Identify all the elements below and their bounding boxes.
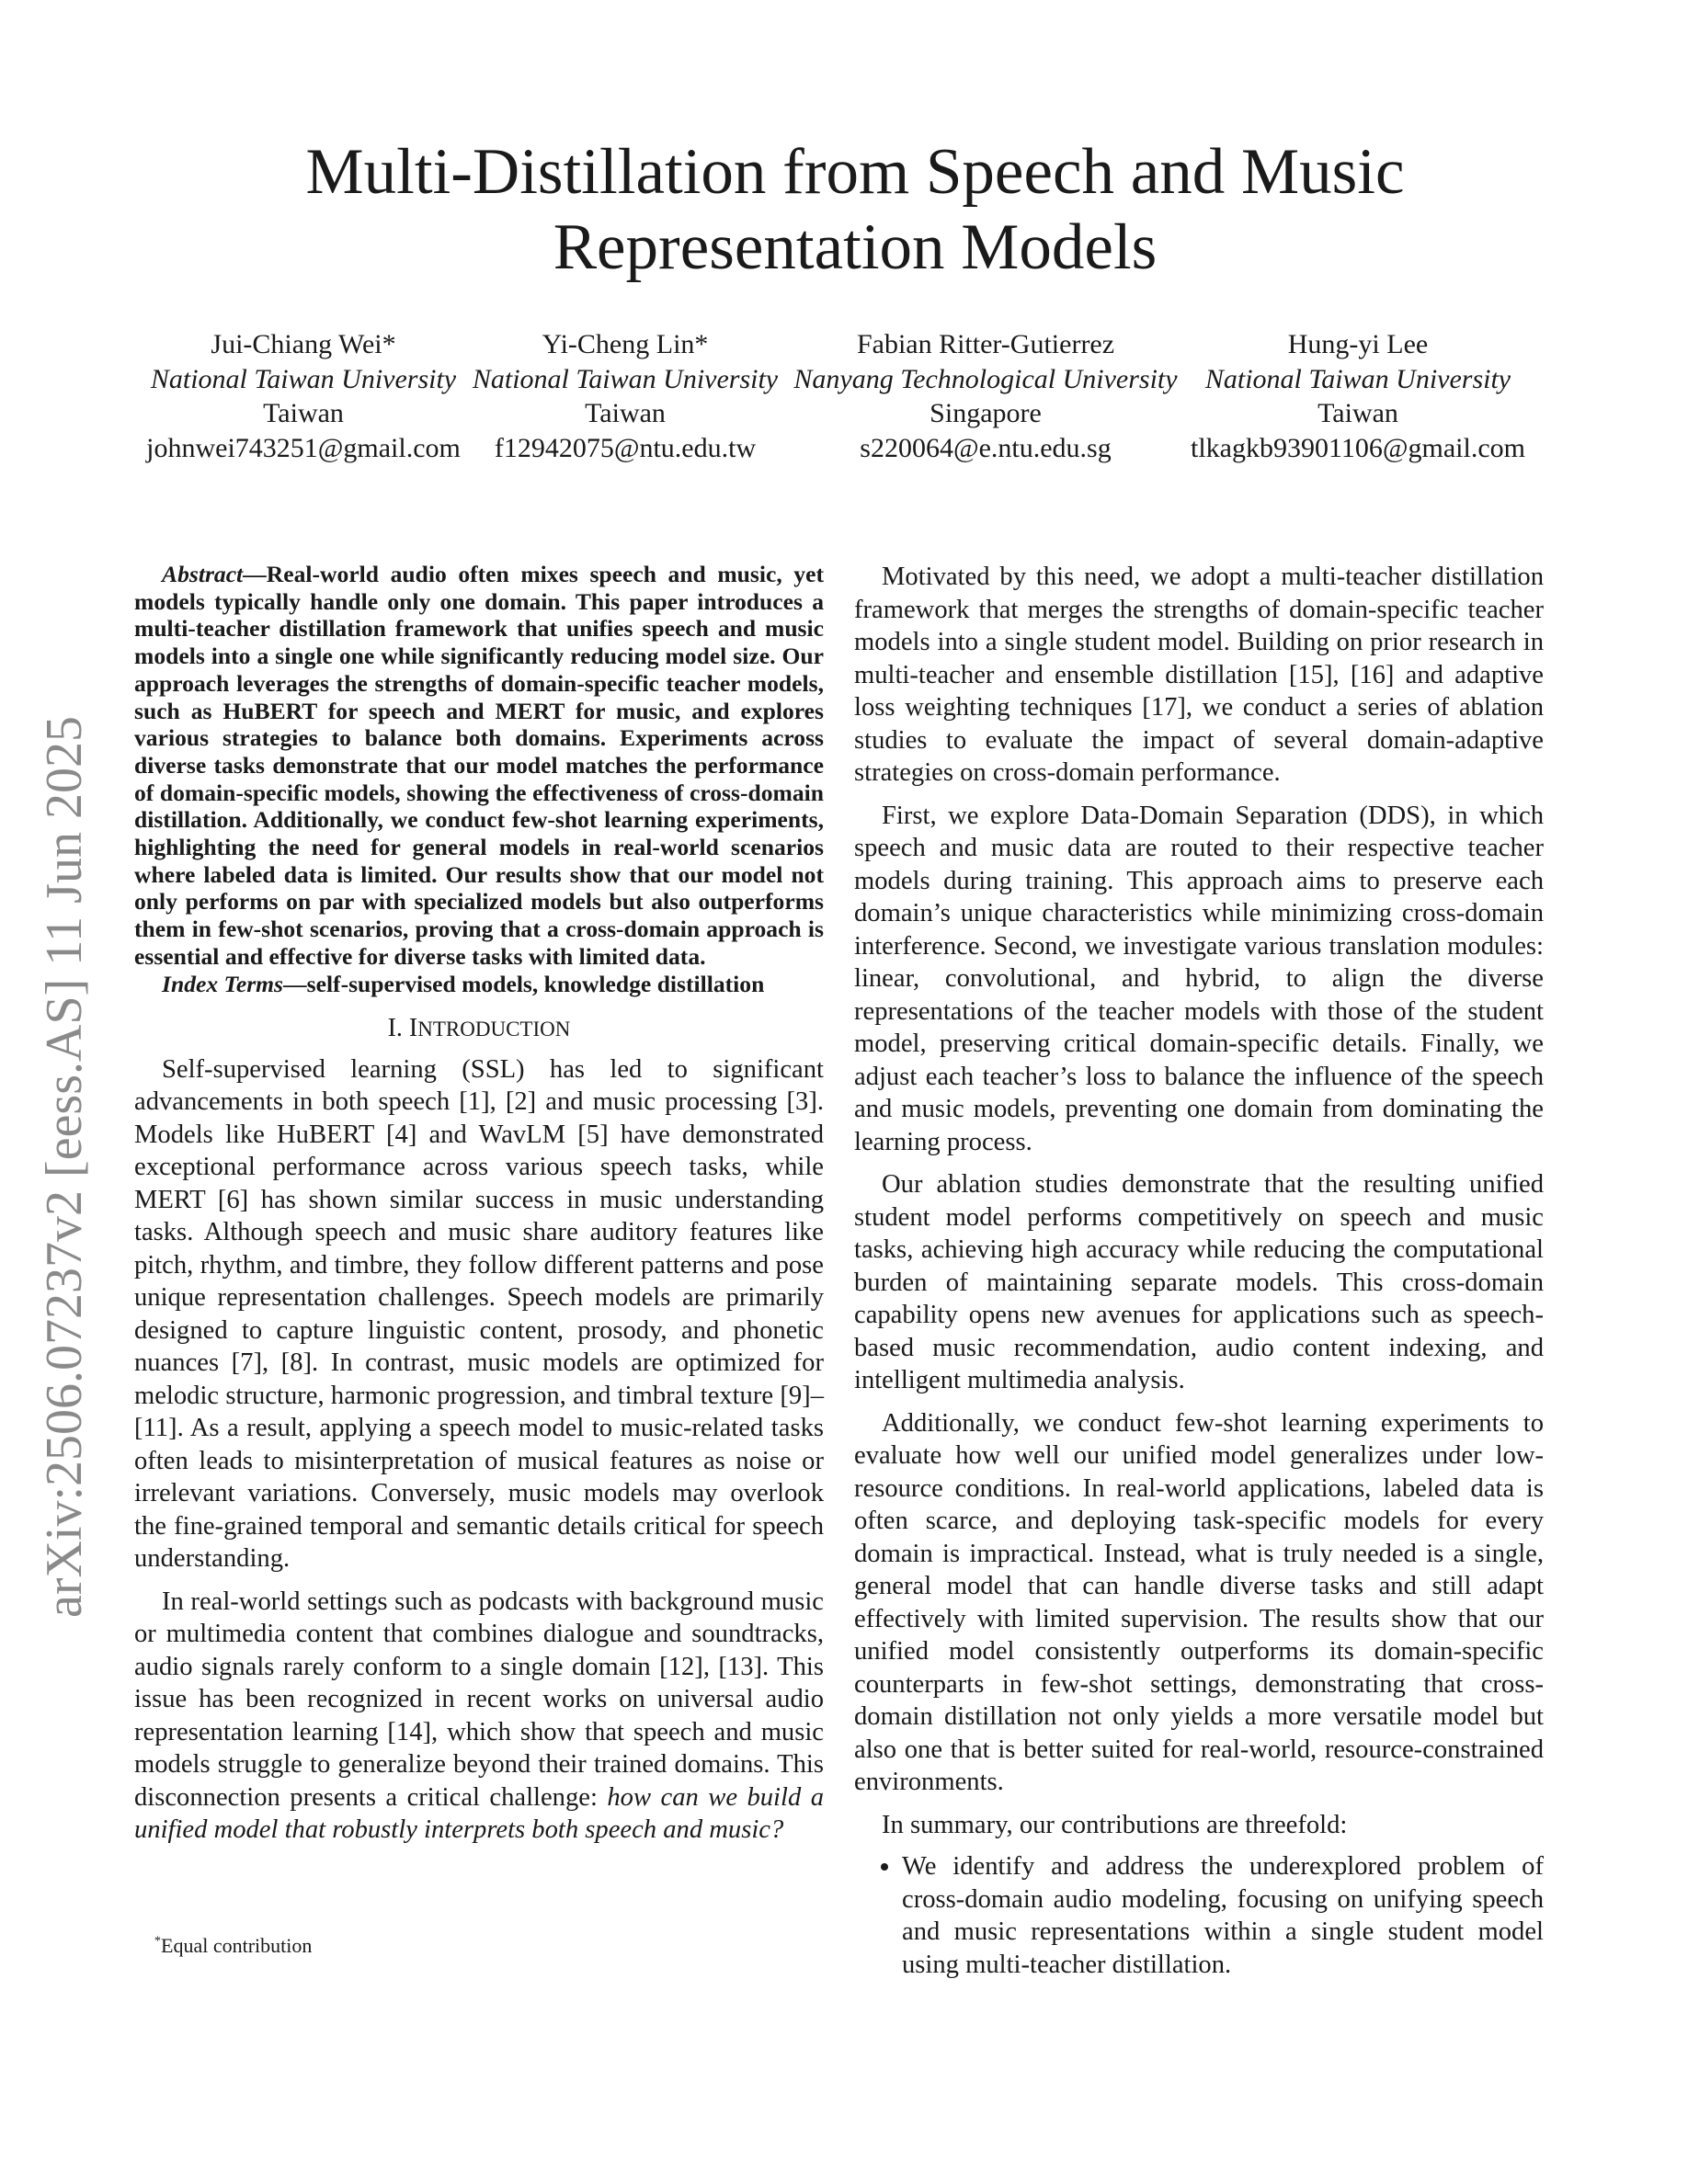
contribution-list xyxy=(854,1850,1544,1981)
author-affiliation: National Taiwan University xyxy=(472,363,779,394)
abstract xyxy=(134,561,824,971)
author-name: Yi-Cheng Lin* xyxy=(542,329,709,359)
author-2 xyxy=(460,327,791,465)
author-affiliation: National Taiwan University xyxy=(1204,363,1511,394)
author-affiliation: Nanyang Technological University xyxy=(793,363,1178,394)
abstract-text: —Real-world audio often mixes speech and music, yet models typically handle only one domain. This paper introduces a multi-teacher distillation framework that unifies speech and music models into a single one while significantly reducing model size. Our approach leverages the strengths of domain-specific teacher models, such as HuBERT for speech and MERT for music, and explores various strategies to balance both domains. Experiments across diverse tasks demonstrate that our model matches the performance of domain-specific models, showing the effectiveness of cross-domain distillation. Additionally, we conduct few-shot learning experiments, highlighting the need for general models in real-world scenarios where labeled data is limited. Our results show that our model not only performs on par with specialized models but also outperforms them in few-shot scenarios, proving that a cross-domain approach is essential and effective for diverse tasks with limited data. xyxy=(134,561,824,970)
index-terms-text: —self-supervised models, knowledge distillation xyxy=(283,970,765,997)
author-4 xyxy=(1179,327,1537,465)
author-country: Taiwan xyxy=(1317,398,1398,428)
section-title: NTRODUCTION xyxy=(417,1018,571,1041)
author-name: Hung-yi Lee xyxy=(1287,329,1429,359)
research-question: how can we build a unified model that robustly interprets both speech and music? xyxy=(134,1782,825,1845)
author-country: Taiwan xyxy=(263,398,344,428)
index-terms-label: Index Terms xyxy=(162,970,284,997)
author-affiliation: National Taiwan University xyxy=(150,363,457,394)
body-paragraph: First, we explore Data-Domain Separation (DDS), in which speech and music data are routed to their respective teacher models during training. This approach aims to preserve each domain’s unique characteristics while minimizing cross-domain interference. Second, we investigate various translation modules: linear, convolutional, and hybrid, to align the diverse representations of the teacher models with those of the student model, preserving critical domain-specific details. Finally, we adjust each teacher’s loss to balance the influence of the speech and music models, preventing one domain from dominating the learning process. xyxy=(854,801,1544,1156)
author-3 xyxy=(783,327,1188,465)
author-name: Fabian Ritter-Gutierrez xyxy=(856,329,1115,359)
body-paragraph: In summary, our contributions are threefold: xyxy=(882,1810,1348,1839)
body-paragraph: Additionally, we conduct few-shot learning experiments to evaluate how well our unified model generalizes under low-resource conditions. In real-world applications, labeled data is often scarce, and deploying task-specific models for every domain is impractical. Instead, what is truly needed is a single, general model that can handle diverse tasks and still adapt effectively with limited supervision. The results show that our unified model consistently outperforms its domain-specific counterparts in few-shot settings, demonstrating that cross-domain distillation not only yields a more versatile model but also one that is better suited for real-world, resource-constrained environments. xyxy=(854,1408,1544,1796)
section-numeral: I. I xyxy=(387,1014,418,1043)
author-country: Taiwan xyxy=(585,398,666,428)
body-paragraph: Motivated by this need, we adopt a multi-teacher distillation framework that merges the strengths of domain-specific teacher models into a single student model. Building on prior research in multi-teacher and ensemble distillation [15], [16] and adaptive loss weighting techniques [17], we conduct a series of ablation studies to evaluate the impact of several domain-adaptive strategies on cross-domain performance. xyxy=(854,563,1544,787)
footnote-text: Equal contribution xyxy=(161,1934,313,1957)
index-terms xyxy=(134,971,824,998)
author-email: s220064@e.ntu.edu.sg xyxy=(860,432,1112,463)
author-email: f12942075@ntu.edu.tw xyxy=(494,432,757,463)
author-1 xyxy=(120,327,487,465)
section-heading xyxy=(134,1012,824,1046)
left-column xyxy=(134,561,824,1847)
footnote: *Equal contribution xyxy=(154,1934,313,1957)
author-country: Singapore xyxy=(930,398,1042,428)
arxiv-stamp: arXiv:2506.07237v2 [eess.AS] 11 Jun 2025 xyxy=(36,716,93,1618)
list-item: • We identify and address the underexplored problem of cross-domain audio modeling, focusing on unifying speech and music representations within a single student model using multi-teacher distillation. xyxy=(902,1850,1544,1981)
author-email: tlkagkb93901106@gmail.com xyxy=(1191,432,1525,463)
author-email: johnwei743251@gmail.com xyxy=(146,432,461,463)
paper-title: Multi-Distillation from Speech and Music Representation Models xyxy=(305,136,1405,283)
body-paragraph xyxy=(134,1586,824,1847)
abstract-label: Abstract xyxy=(162,561,244,587)
right-column xyxy=(854,561,1544,1981)
body-paragraph: Our ablation studies demonstrate that the resulting unified student model performs competitively on speech and music tasks, achieving high accuracy while reducing the computational burden of maintaining separate models. This cross-domain capability opens new avenues for applications such as speech-based music recommendation, audio content indexing, and intelligent multimedia analysis. xyxy=(854,1170,1544,1394)
body-paragraph: Self-supervised learning (SSL) has led to significant advancements in both speech [1], [2] and music processing [3]. Models like HuBERT [4] and WavLM [5] have demonstrated exceptional performance across various speech tasks, while MERT [6] has shown similar success in music understanding tasks. Although speech and music share auditory features like pitch, rhythm, and timbre, they follow different patterns and pose unique representation challenges. Speech models are primarily designed to capture linguistic content, prosody, and phonetic nuances [7], [8]. In contrast, music models are optimized for melodic structure, harmonic progression, and timbral texture [9]–[11]. As a result, applying a speech model to music-related tasks often leads to misinterpretation of musical features as noise or irrelevant variations. Conversely, music models may overlook the fine-grained temporal and semantic details critical for speech understanding. xyxy=(134,1054,824,1574)
author-name: Jui-Chiang Wei* xyxy=(211,329,396,359)
paragraph-text: In real-world settings such as podcasts with background music or multimedia content that combines dialogue and soundtracks, audio signals rarely conform to a single domain [12], [13]. This issue has been recognized in recent works on universal audio representation learning [14], which show that speech and music models struggle to generalize beyond their trained domains. This disconnection presents a critical challenge: xyxy=(134,1587,824,1812)
